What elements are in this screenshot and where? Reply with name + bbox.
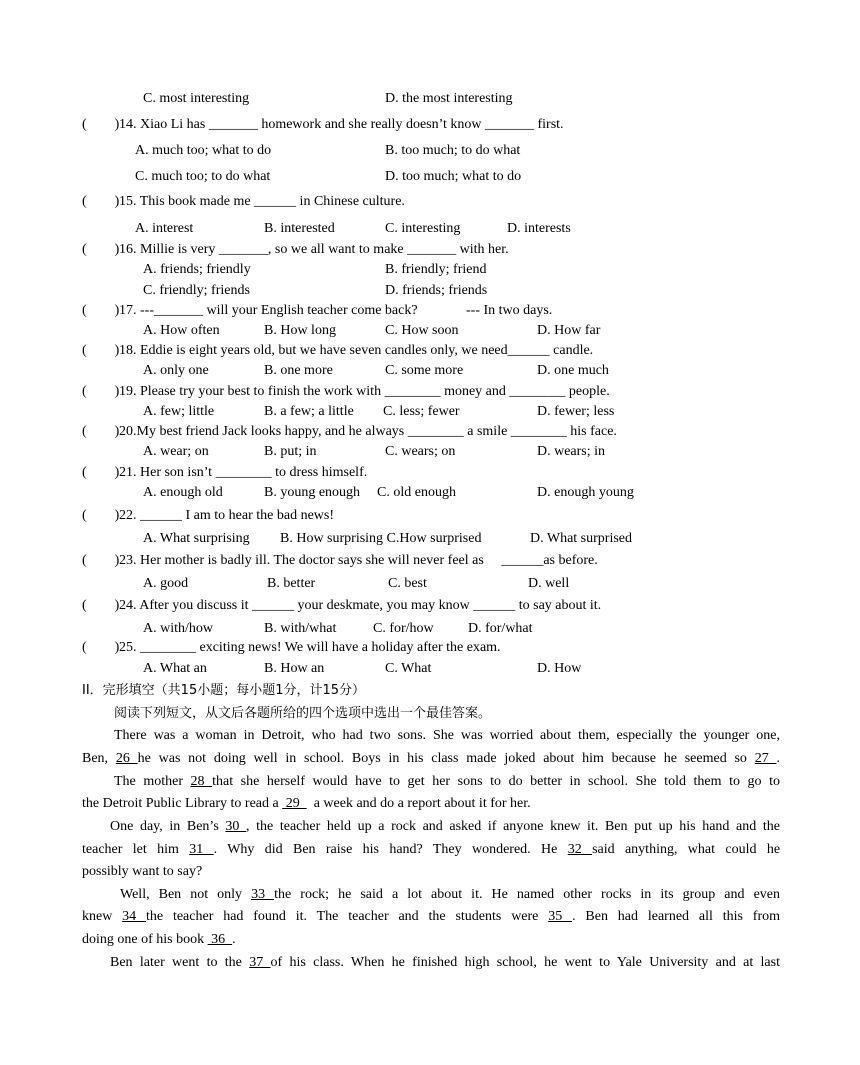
blank-31: 31 [189,842,214,857]
q17-option-a: A. How often [143,323,220,338]
blank-30: 30 [225,819,247,834]
q16-option-a: A. friends; friendly [143,262,251,277]
blank-29: 29 [282,796,307,811]
q15-option-c: C. interesting [385,221,461,236]
q17-option-c: C. How soon [385,323,459,338]
blank-36: 36 [207,932,233,947]
answer-parenthesis: ( ) [82,465,120,480]
passage-line: doing one of his book 36 . [82,932,236,947]
q16-option-c: C. friendly; friends [143,283,250,298]
q18-option-d: D. one much [537,363,609,378]
q18-option-c: C. some more [385,363,464,378]
q16-stem: 16. Millie is very _______, so we all want to make _______ with her. [119,242,509,257]
passage-line: possibly want to say? [82,864,203,879]
q20-option-a: A. wear; on [143,444,209,459]
q17-stem: 17. ---_______ will your English teacher come back? [119,303,418,318]
q24-option-a: A. with/how [143,621,213,636]
answer-parenthesis: ( ) [82,194,120,209]
q22-option-a: A. What surprising [143,531,250,546]
passage-line: knew 34 the teacher had found it. The teacher and the students were 35 . Ben had learned all this from [82,909,781,924]
q21-option-c: C. old enough [377,485,456,500]
q23-stem: 23. Her mother is badly ill. The doctor says she will never feel as ______as before. [119,553,598,568]
q23-option-a: A. good [143,576,189,591]
section-heading: II．完形填空（共15小题；每小题1分，计15分） [82,683,366,698]
q24-option-d: D. for/what [468,621,533,636]
q19-option-b: B. a few; a little [264,404,354,419]
q20-option-d: D. wears; in [537,444,606,459]
q23-option-d: D. well [528,576,570,591]
q24-stem: 24. After you discuss it ______ your deskmate, you may know ______ to say about it. [119,598,602,613]
q19-option-d: D. fewer; less [537,404,615,419]
passage-line: The mother 28 that she herself would have to get her sons to do better in school. She told them to go to [114,774,780,789]
answer-parenthesis: ( ) [82,303,120,318]
passage-line: the Detroit Public Library to read a 29 a week and do a report about it for her. [82,796,531,811]
q25-option-d: D. How [537,661,582,676]
section-instruction: 阅读下列短文，从文后各题所给的四个选项中选出一个最佳答案。 [114,706,492,721]
q18-option-a: A. only one [143,363,209,378]
q15-stem: 15. This book made me ______ in Chinese culture. [119,194,405,209]
q19-option-a: A. few; little [143,404,215,419]
answer-parenthesis: ( ) [82,553,120,568]
q13-option-d: D. the most interesting [385,91,513,106]
answer-parenthesis: ( ) [82,242,120,257]
q15-option-a: A. interest [135,221,194,236]
answer-parenthesis: ( ) [82,598,120,613]
q18-stem: 18. Eddie is eight years old, but we have seven candles only, we need______ candle. [119,343,594,358]
q21-option-d: D. enough young [537,485,634,500]
q23-option-b: B. better [267,576,316,591]
blank-35: 35 [548,909,573,924]
q20-stem: 20.My best friend Jack looks happy, and he always ________ a smile ________ his face. [119,424,617,439]
passage-line: teacher let him 31 . Why did Ben raise his hand? They wondered. He 32 said anything, what could he [82,842,781,857]
q20-option-c: C. wears; on [385,444,456,459]
blank-33: 33 [251,887,275,902]
q25-stem: 25. ________ exciting news! We will have a holiday after the exam. [119,640,501,655]
blank-34: 34 [122,909,147,924]
q19-stem: 19. Please try your best to finish the work with ________ money and ________ people. [119,384,610,399]
q16-option-b: B. friendly; friend [385,262,487,277]
passage-line: Ben later went to the 37 of his class. When he finished high school, he went to Yale University and at last [110,955,780,970]
q24-option-c: C. for/how [373,621,434,636]
q17-reply: --- In two days. [466,303,553,318]
blank-32: 32 [567,842,593,857]
blank-37: 37 [249,955,271,970]
answer-parenthesis: ( ) [82,117,120,132]
q22-option-d: D. What surprised [530,531,632,546]
answer-parenthesis: ( ) [82,640,120,655]
q14-stem: 14. Xiao Li has _______ homework and she really doesn’t know _______ first. [119,117,564,132]
passage-line: One day, in Ben’s 30 , the teacher held up a rock and asked if anyone knew it. Ben put up his hand and the [110,819,780,834]
blank-27: 27 [754,751,777,766]
q25-option-c: C. What [385,661,432,676]
q17-option-b: B. How long [264,323,336,338]
q14-option-c: C. much too; to do what [135,169,271,184]
q21-option-a: A. enough old [143,485,223,500]
passage-line: There was a woman in Detroit, who had two sons. She was worried about them, especially the younger one, [114,728,780,743]
q21-option-b: B. young enough [264,485,361,500]
q25-option-a: A. What an [143,661,207,676]
q24-option-b: B. with/what [264,621,337,636]
q16-option-d: D. friends; friends [385,283,488,298]
passage-line: Well, Ben not only 33 the rock; he said a lot about it. He named other rocks in its group and even [120,887,780,902]
answer-parenthesis: ( ) [82,343,120,358]
q14-option-a: A. much too; what to do [135,143,272,158]
q20-option-b: B. put; in [264,444,317,459]
q14-option-d: D. too much; what to do [385,169,522,184]
q15-option-d: D. interests [507,221,571,236]
q15-option-b: B. interested [264,221,335,236]
q18-option-b: B. one more [264,363,333,378]
q22-option-bc: B. How surprising C.How surprised [280,531,482,546]
answer-parenthesis: ( ) [82,424,120,439]
q22-stem: 22. ______ I am to hear the bad news! [119,508,334,523]
q13-option-c: C. most interesting [143,91,250,106]
q17-option-d: D. How far [537,323,601,338]
q25-option-b: B. How an [264,661,325,676]
q14-option-b: B. too much; to do what [385,143,521,158]
blank-28: 28 [190,774,213,789]
q23-option-c: C. best [388,576,427,591]
q21-stem: 21. Her son isn’t ________ to dress himself. [119,465,368,480]
blank-26: 26 [115,751,138,766]
answer-parenthesis: ( ) [82,508,120,523]
passage-line: Ben, 26 he was not doing well in school. Boys in his class made joked about him because he seemed so 27 . [82,751,780,766]
q19-option-c: C. less; fewer [383,404,460,419]
answer-parenthesis: ( ) [82,384,120,399]
